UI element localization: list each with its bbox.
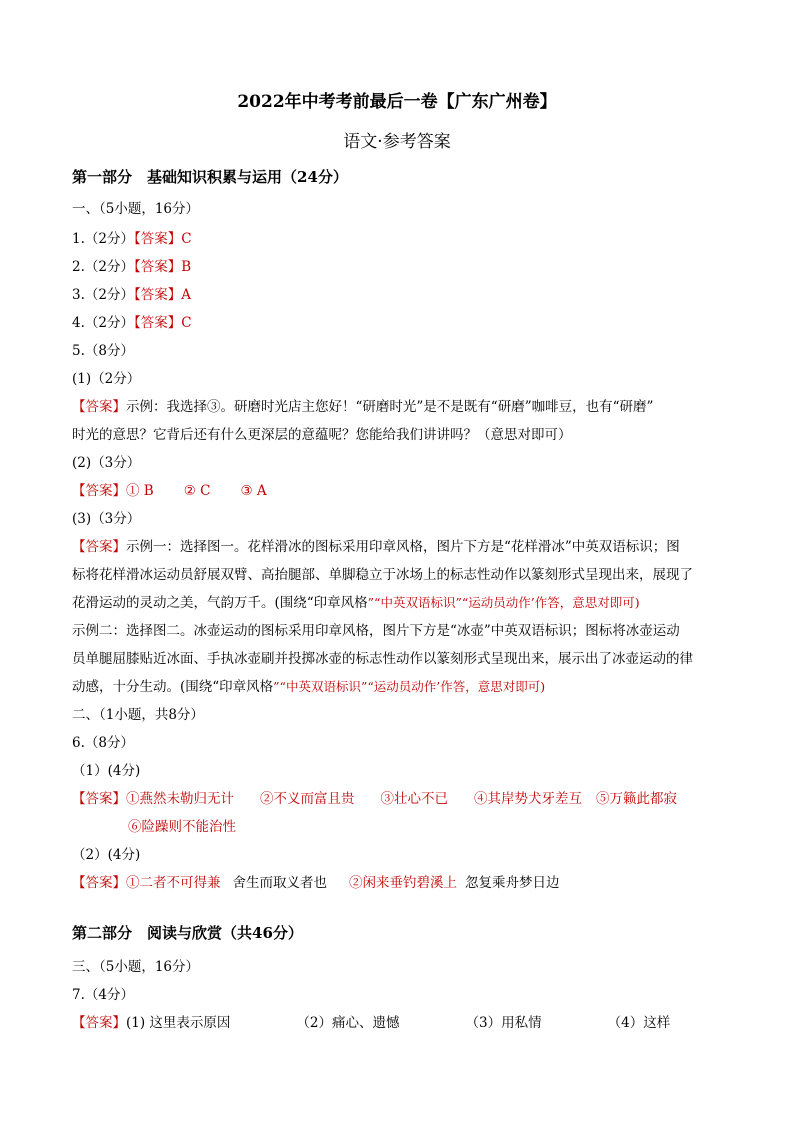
q5-sub3-answer-line2: 标将花样滑冰运动员舒展双臂、高抬腿部、单脚稳立于冰场上的标志性动作以篆刻形式呈现出来，展现了 (72, 567, 693, 583)
q5-sub3-line6-note: ”“中英双语标识”“运动员动作’作答，意思对即可) (273, 679, 546, 694)
q7-answer-1: (1) 这里表示原因 (126, 1015, 231, 1031)
q5-sub3-number: (3)（3分） (72, 511, 141, 527)
q6-sub2-answer-4: 忽复乘舟梦日边 (465, 875, 560, 891)
q3-number: 3.（2分） (72, 287, 134, 303)
q2-answer-tag: 【答案】 (133, 259, 182, 275)
q5-sub1-answer-line2: 时光的意思？它背后还有什么更深层的意蕴呢？您能给我们讲讲吗？（意思对即可） (72, 427, 572, 443)
q7-number: 7.（4分） (72, 987, 134, 1003)
q6-sub2-answer-1: ①二者不可得兼 (126, 875, 221, 891)
q2-number: 2.（2分） (72, 259, 134, 275)
page-subtitle: 语文·参考答案 (343, 132, 451, 152)
q4-answer-tag: 【答案】 (133, 315, 182, 331)
q5-sub1-answer-line1 (72, 395, 653, 415)
q4-number: 4.（2分） (72, 315, 134, 331)
q1-answer-tag: 【答案】 (133, 231, 182, 247)
q5-sub3-line3-note: ”“中英双语标识”“运动员动作’作答，意思对即可) (367, 595, 640, 610)
q5-sub1-number: (1)（2分） (72, 371, 141, 387)
q6-sub1-answer-4: ④其岸势犬牙差互 (474, 791, 582, 807)
q6-sub1-answer-6: ⑥险躁则不能治性 (128, 819, 236, 835)
q6-sub1-number: （1）(4分) (72, 763, 141, 779)
q5-sub2-answer (72, 479, 267, 499)
q7-answer-2: （2）痛心、遗憾 (296, 1015, 400, 1031)
q6-sub1-answer-5: ⑤万籁此都寂 (596, 791, 677, 807)
q6-sub1-answer-1: ①燕然未勒归无计 (126, 791, 234, 807)
q1-answer-value: C (181, 231, 192, 247)
q2-answer (72, 255, 191, 275)
q6-sub1-answer-3: ③壮心不已 (380, 791, 448, 807)
q6-sub1-answer-line1 (72, 787, 677, 807)
q5-sub3-answer-line6 (72, 675, 545, 695)
part1-heading: 第一部分 基础知识积累与运用（24分） (72, 168, 348, 186)
q6-number: 6.（8分） (72, 735, 134, 751)
q6-sub2-answer-3: ②闲来垂钓碧溪上 (349, 875, 457, 891)
q7-answer-4: （4）这样 (607, 1015, 671, 1031)
q5-sub2-answer-2: ② C (183, 483, 211, 499)
q6-sub2-answer-2: 舍生而取义者也 (232, 875, 327, 891)
q3-answer (72, 283, 191, 303)
group1-heading: 一、（5小题，16分） (72, 201, 200, 217)
q5-sub3-answer-text: 示例一：选择图一。花样滑冰的图标采用印章风格，图片下方是“花样滑冰”中英双语标识；图 (126, 539, 680, 555)
q5-sub2-answer-1: ① B (126, 483, 154, 499)
q1-answer (72, 227, 192, 247)
q7-answer-tag: 【答案】 (72, 1015, 126, 1031)
q5-sub3-answer-line3 (72, 591, 640, 611)
q5-sub3-line3-text: 花滑运动的灵动之美，气韵万千。(围绕“印章风格 (72, 595, 368, 611)
q7-answer (72, 1011, 670, 1031)
q4-answer-value: C (181, 315, 192, 331)
q5-sub3-answer-tag: 【答案】 (72, 539, 126, 555)
q3-answer-value: A (181, 287, 191, 303)
q6-sub1-answer-tag: 【答案】 (72, 791, 126, 807)
q5-sub3-answer-line1 (72, 535, 680, 555)
q6-sub1-answer-2: ②不义而富且贵 (260, 791, 355, 807)
q5-sub3-answer-line4: 示例二：选择图二。冰壶运动的图标采用印章风格，图片下方是“冰壶”中英双语标识；图标将冰壶运动 (72, 623, 680, 639)
q4-answer (72, 311, 192, 331)
q5-sub2-answer-3: ③ A (240, 483, 267, 499)
q5-sub2-number: (2)（3分） (72, 455, 141, 471)
q5-sub1-answer-text: 示例：我选择③。研磨时光店主您好！“研磨时光”是不是既有“研磨”咖啡豆，也有“研磨” (126, 399, 654, 415)
q6-sub2-number: （2）(4分) (72, 847, 141, 863)
q5-number: 5.（8分） (72, 343, 134, 359)
q5-sub3-answer-line5: 员单腿屈膝贴近冰面、手执冰壶刷并投掷冰壶的标志性动作以篆刻形式呈现出来，展示出了冰壶运动的律 (72, 651, 693, 667)
q6-sub2-answer (72, 871, 560, 891)
q1-number: 1.（2分） (72, 231, 134, 247)
q5-sub2-answer-tag: 【答案】 (72, 483, 126, 499)
group2-heading: 二、（1小题，共8分） (72, 707, 204, 723)
part2-heading: 第二部分 阅读与欣赏（共46分） (72, 924, 303, 942)
q2-answer-value: B (181, 259, 192, 275)
page-title: 2022年中考考前最后一卷【广东广州卷】 (237, 92, 557, 112)
q6-sub2-answer-tag: 【答案】 (72, 875, 126, 891)
q3-answer-tag: 【答案】 (133, 287, 182, 303)
q7-answer-3: （3）用私情 (465, 1015, 542, 1031)
group3-heading: 三、（5小题，16分） (72, 959, 200, 975)
q5-sub1-answer-tag: 【答案】 (72, 399, 126, 415)
q6-sub1-answer-line2 (128, 815, 236, 835)
q5-sub3-line6-text: 动感，十分生动。(围绕“印章风格 (72, 679, 274, 695)
